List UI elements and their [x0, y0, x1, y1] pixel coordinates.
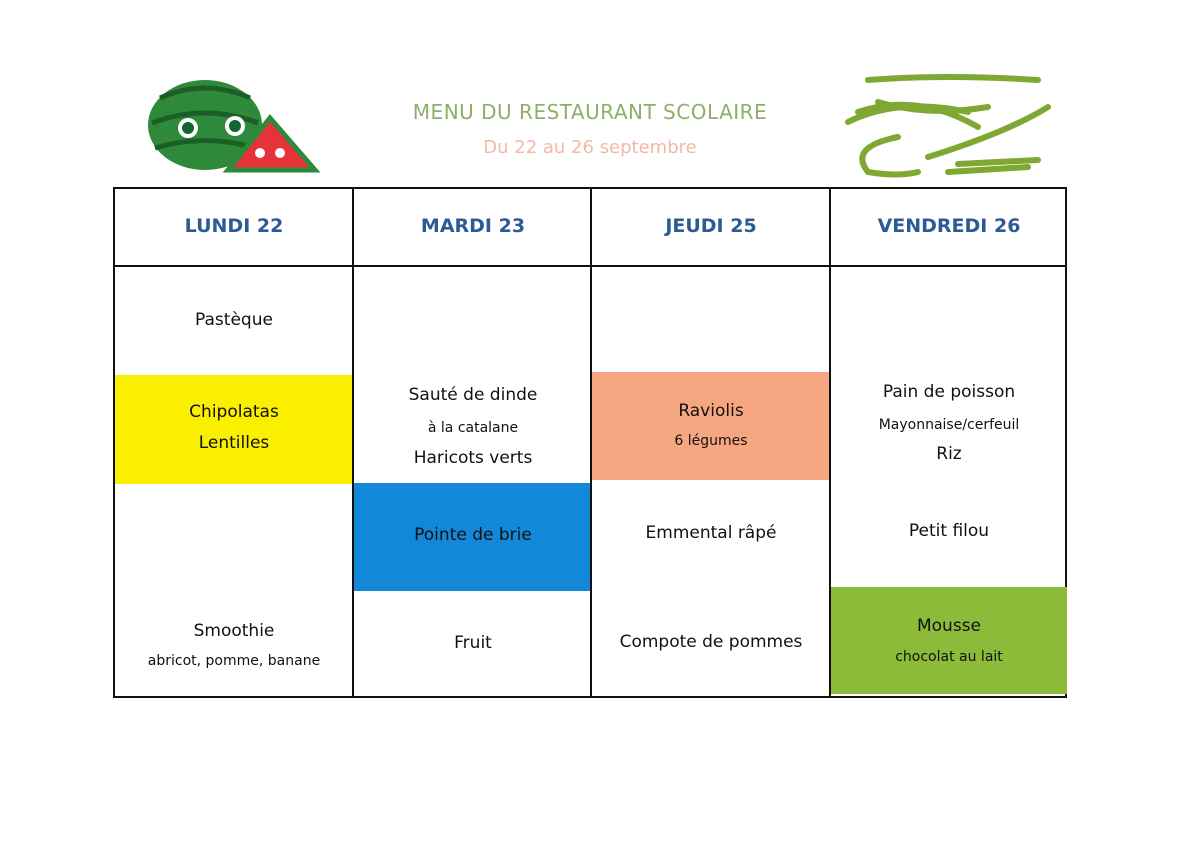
watermelon-illustration [140, 78, 320, 178]
menu-date-range: Du 22 au 26 septembre [483, 137, 697, 158]
menu-item: Chipolatas [189, 402, 279, 422]
menu-item: Emmental râpé [645, 523, 777, 543]
menu-item: Raviolis [678, 401, 744, 421]
menu-item: Haricots verts [413, 448, 533, 468]
menu-item: 6 légumes [674, 433, 748, 449]
menu-item: Mayonnaise/cerfeuil [878, 417, 1020, 433]
highlight-block-yellow [115, 375, 353, 484]
menu-item: Pointe de brie [414, 525, 532, 545]
day-header: VENDREDI 26 [877, 215, 1021, 237]
menu-item: Smoothie [193, 621, 275, 641]
day-header: MARDI 23 [420, 215, 526, 237]
menu-item: Compote de pommes [619, 632, 803, 652]
menu-item: Sauté de dinde [408, 385, 538, 405]
menu-item: Lentilles [198, 433, 270, 453]
menu-item: Fruit [454, 633, 492, 653]
menu-item: Pain de poisson [882, 382, 1016, 402]
highlight-block-green [831, 587, 1067, 694]
highlight-block-salmon [592, 372, 830, 480]
menu-item: chocolat au lait [895, 649, 1003, 665]
menu-item: abricot, pomme, banane [147, 653, 321, 669]
day-header: LUNDI 22 [184, 215, 284, 237]
day-header: JEUDI 25 [665, 215, 757, 237]
green-beans-illustration [838, 72, 1058, 182]
menu-item: Petit filou [908, 521, 990, 541]
menu-item: Pastèque [195, 310, 273, 330]
menu-item: à la catalane [427, 420, 519, 436]
menu-table [113, 187, 1067, 698]
menu-item: Mousse [916, 616, 981, 636]
header-divider [115, 265, 1065, 267]
menu-item: Riz [936, 444, 962, 464]
menu-title: MENU DU RESTAURANT SCOLAIRE [412, 100, 768, 124]
